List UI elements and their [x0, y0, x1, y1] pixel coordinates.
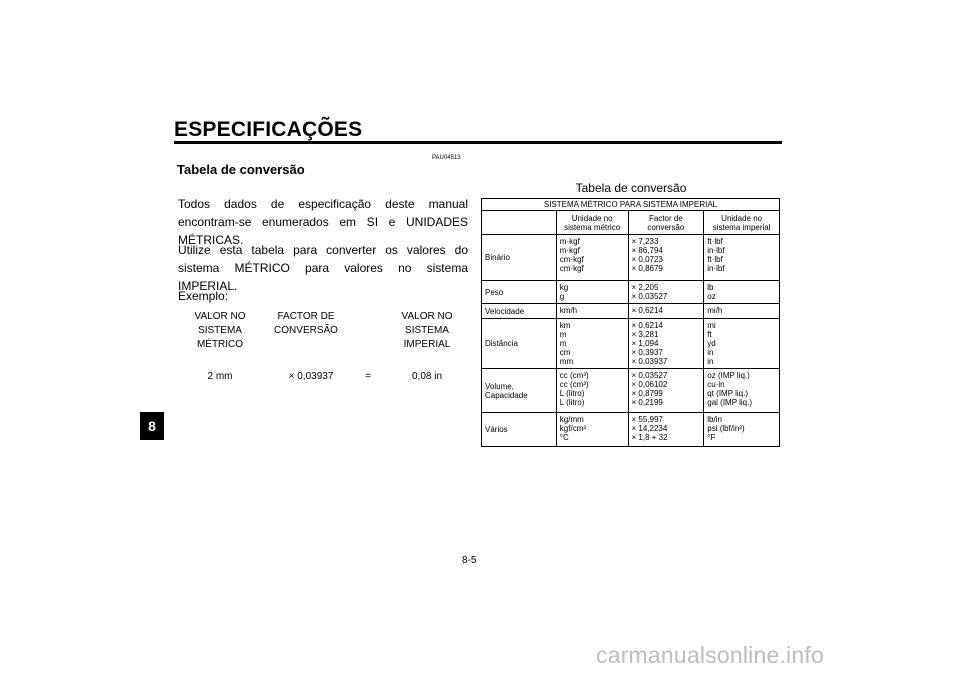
table-header-empty	[482, 211, 557, 235]
example-header-imperial-line: SISTEMA	[405, 325, 449, 336]
example-equals-sign: =	[365, 371, 371, 382]
intro-example-label: Exemplo:	[178, 289, 229, 303]
conversion-table	[481, 198, 780, 447]
table-heading: SISTEMA MÉTRICO PARA SISTEMA IMPERIAL	[482, 199, 780, 211]
example-header-factor-line: CONVERSÃO	[274, 325, 338, 336]
example-header-factor-line: FACTOR DE	[277, 311, 335, 322]
example-header-metric-line: VALOR NO	[194, 311, 246, 322]
table-cell-factor: × 0,6214	[628, 304, 704, 319]
page-number: 8-5	[462, 555, 477, 566]
example-header-imperial-line: VALOR NO	[401, 311, 453, 322]
table-caption: Tabela de conversão	[575, 181, 687, 195]
table-cell-category: Velocidade	[482, 304, 557, 319]
table-cell-imperial: oz (IMP liq.) cu·in qt (IMP liq.) gal (IMP liq.)	[704, 369, 780, 413]
intro-paragraph-2: Utilize esta tabela para converter os valores do sistema MÉTRICO para valores no sistema IMPERIAL.	[178, 243, 468, 293]
example-header-factor	[268, 310, 344, 338]
table-cell-category: Vários	[482, 413, 557, 447]
table-cell-imperial: lb/in psi (lbf/in²) °F	[704, 413, 780, 447]
doc-code: PAU04513	[432, 155, 461, 161]
chapter-tab: 8	[140, 412, 164, 440]
example-metric-value: 2 mm	[207, 371, 233, 382]
table-cell-metric: m·kgf m·kgf cm·kgf cm·kgf	[556, 235, 628, 281]
table-row	[482, 304, 780, 319]
table-cell-category: Binário	[482, 235, 557, 281]
table-row	[482, 319, 780, 369]
table-cell-category: Distância	[482, 319, 557, 369]
table-cell-category: Peso	[482, 281, 557, 304]
table-cell-metric: km/h	[556, 304, 628, 319]
section-subtitle: Tabela de conversão	[177, 162, 305, 177]
table-cell-metric: kg/mm kgf/cm² °C	[556, 413, 628, 447]
title-rule	[174, 141, 782, 144]
table-cell-imperial: mi/h	[704, 304, 780, 319]
table-cell-factor: × 0,03527 × 0,06102 × 0,8799 × 0,2199	[628, 369, 704, 413]
table-header-metric: Unidade no sistema métrico	[556, 211, 628, 235]
page-title: ESPECIFICAÇÕES	[174, 118, 363, 141]
table-cell-metric: cc (cm³) cc (cm³) L (litro) L (litro)	[556, 369, 628, 413]
table-row	[482, 235, 780, 281]
example-factor-value: × 0,03937	[288, 371, 334, 382]
intro-paragraph-1: Todos dados de especificação deste manual encontram-se enumerados em SI e UNIDADES MÉTRICAS.	[178, 197, 468, 247]
table-header-factor: Factor de conversão	[628, 211, 704, 235]
table-header-imperial: Unidade no sistema imperial	[704, 211, 780, 235]
example-header-imperial	[396, 310, 458, 352]
table-cell-metric: kg g	[556, 281, 628, 304]
table-cell-imperial: lb oz	[704, 281, 780, 304]
table-cell-factor: × 55,997 × 14,2234 × 1,8 + 32	[628, 413, 704, 447]
example-header-metric-line: MÉTRICO	[196, 339, 244, 350]
example-imperial-value: 0,08 in	[411, 371, 443, 382]
table-cell-category: Volume, Capacidade	[482, 369, 557, 413]
table-cell-metric: km m m cm mm	[556, 319, 628, 369]
table-row	[482, 413, 780, 447]
table-cell-factor: × 7,233 × 86,794 × 0,0723 × 0,8679	[628, 235, 704, 281]
table-row	[482, 369, 780, 413]
table-cell-imperial: mi ft yd in in	[704, 319, 780, 369]
table-cell-factor: × 2,205 × 0,03527	[628, 281, 704, 304]
watermark-text: carmanualsonline.info	[596, 642, 824, 668]
table-cell-imperial: ft·lbf in·lbf ft·lbf in·lbf	[704, 235, 780, 281]
table-body	[482, 235, 780, 447]
example-header-imperial-line: IMPERIAL	[403, 339, 451, 350]
table-row	[482, 281, 780, 304]
table-cell-factor: × 0,6214 × 3,281 × 1,094 × 0,3937 × 0,03937	[628, 319, 704, 369]
example-header-metric-line: SISTEMA	[198, 325, 242, 336]
example-header-metric	[188, 310, 252, 352]
